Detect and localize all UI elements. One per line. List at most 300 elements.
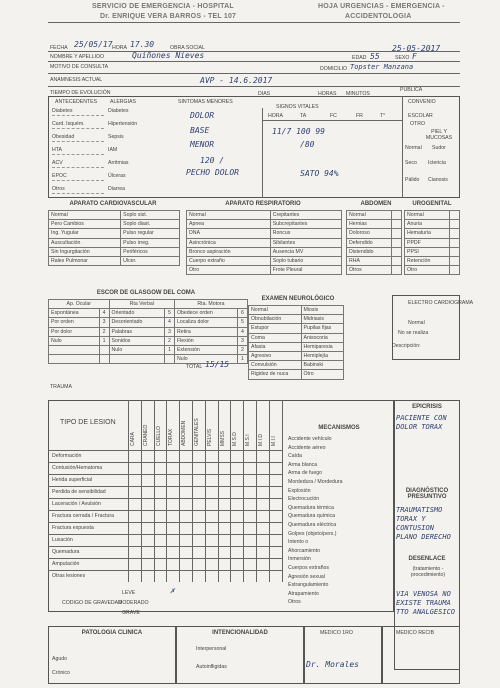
vitals-3: SATO 94% — [300, 169, 339, 178]
glasgow-cell: Sonidos — [109, 336, 164, 345]
neuro-cell: Afasia — [249, 342, 302, 351]
anamnesis-label: ANAMNESIS ACTUAL — [50, 77, 103, 83]
cardio-row — [49, 211, 180, 220]
glasgow-cell — [109, 355, 164, 364]
sintomas-label: SINTOMAS MENORES — [178, 99, 233, 105]
urogenital-title: UROGENITAL — [412, 201, 452, 207]
trauma-col-line — [218, 400, 219, 582]
cardio-cell: Periféricos — [121, 247, 180, 256]
respir-row — [187, 256, 342, 265]
domicilio-value: Topster Manzana — [350, 63, 414, 71]
antecedente-line — [52, 115, 104, 116]
escolar-label: ESCOLAR — [408, 113, 433, 119]
respir-row — [187, 229, 342, 238]
cardio-cell: Normal — [49, 211, 121, 220]
glasgow-cell — [164, 355, 174, 364]
abdomen-row — [347, 247, 402, 256]
motivo-label: MOTIVO DE CONSULTA — [50, 64, 109, 70]
respir-cell: DNA — [187, 229, 271, 238]
abdomen-box — [392, 247, 402, 256]
urogenital-cell: Otro — [405, 266, 450, 275]
ecg-no-realiza: No se realiza — [398, 330, 429, 336]
abdomen-row — [347, 229, 402, 238]
antecedentes-label: ANTECEDENTES — [55, 99, 98, 105]
piel-label: PIEL Y MUCOSAS — [425, 129, 453, 141]
sintoma-3: MENOR — [190, 140, 215, 149]
diagnostico-hw: TRAUMATISMO TORAX Y CONTUSION PLANO DERECHO — [396, 506, 451, 541]
respir-cell: Asincrónica — [187, 238, 271, 247]
patologia-cronico: Crónico — [52, 670, 70, 676]
mecanismo-item: Electrocución — [288, 496, 320, 503]
glasgow-cell: 2 — [164, 336, 174, 345]
neuro-cell: Hemiplejía — [301, 351, 343, 360]
neuro-cell: Babinski — [301, 361, 343, 370]
abdomen-box — [392, 266, 402, 275]
glasgow-cell: 1 — [238, 355, 248, 364]
neuro-cell: Otro — [301, 370, 343, 379]
neuro-cell: Hemiparesia — [301, 342, 343, 351]
cardio-cell: Pulso regular — [121, 229, 180, 238]
nombre-value: Quiñones Nieves — [132, 51, 205, 60]
antecedente-col2-item: Úlceras — [108, 173, 126, 179]
respir-cell: Cuerpo extraño — [187, 256, 271, 265]
neuro-title: EXAMEN NEUROLÓGICO — [261, 296, 335, 302]
respir-cell: Frote Pleural — [270, 266, 341, 275]
glasgow-cell: 1 — [99, 336, 109, 345]
trauma-row-label: Amputación — [52, 561, 80, 567]
piel-ictericia: Ictericia — [428, 160, 446, 166]
trauma-row-label: Fractura cerrada / Fractura — [52, 513, 114, 519]
antecedente-line — [52, 180, 104, 181]
antecedente-item: Diabetes — [52, 108, 73, 114]
urogenital-box — [450, 220, 460, 229]
fecha-right-value: 25-05-2017 — [392, 44, 441, 53]
mecanismo-item: Inmersión — [288, 556, 311, 563]
ecg-descripcion: Descripción: — [392, 343, 421, 349]
trauma-col-label: M.S.D — [232, 432, 239, 446]
fecha-value: 25/05/17 — [74, 40, 113, 49]
cardio-row — [49, 238, 180, 247]
hospital-subtitle: Dr. ENRIQUE VERA BARROS - TEL 107 — [100, 13, 237, 20]
urogenital-box — [450, 229, 460, 238]
glasgow-cell — [99, 345, 109, 354]
diagnostico-title: DIAGNÓSTICO PRESUNTIVO — [405, 488, 449, 500]
hospital-title: SERVICIO DE EMERGENCIA - HOSPITAL — [92, 3, 234, 10]
mecanismo-item: Quemadura química — [288, 513, 335, 520]
glasgow-cell: Palabras — [109, 327, 164, 336]
respir-table — [186, 210, 342, 275]
mecanismo-item: Estrangulamiento — [288, 582, 329, 589]
neuro-cell: Normal — [249, 306, 302, 315]
abdomen-box — [392, 211, 402, 220]
edad-value: 55 — [370, 52, 380, 61]
antecedente-item: Card. Isquém. — [52, 121, 85, 127]
medico-ingreso-label: MEDICO 1RO — [320, 630, 353, 636]
trauma-col-label: TORAX — [168, 428, 175, 446]
antecedente-line — [52, 167, 104, 168]
glasgow-table — [48, 299, 248, 364]
trauma-col-label: ABDOMEN — [181, 420, 188, 446]
epicrisis-title: EPICRISIS — [412, 404, 442, 410]
fc-label: FC — [330, 113, 337, 119]
obra-social-label: OBRA SOCIAL — [170, 45, 205, 51]
urogenital-cell: Hematuria — [405, 229, 450, 238]
abdomen-row — [347, 256, 402, 265]
urogenital-row — [405, 266, 460, 275]
neuro-cell: Coma — [249, 333, 302, 342]
neuro-row — [249, 324, 344, 333]
hora-label: HORA — [112, 45, 127, 51]
abdomen-cell: RHA — [347, 256, 392, 265]
cardio-cell: Soplo diast. — [121, 220, 180, 229]
respir-title: APARATO RESPIRATORIO — [225, 201, 301, 207]
urogenital-box — [450, 211, 460, 220]
cardio-cell: Ulcer. — [121, 256, 180, 265]
piel-seco: Seco — [405, 160, 417, 166]
mecanismo-item: Arma de fuego — [288, 470, 323, 477]
intencionalidad-autoinfligidas: Autoinfligidas — [196, 664, 227, 670]
abdomen-title: ABDOMEN — [360, 201, 392, 207]
trauma-col-label: M.I.D — [258, 434, 264, 446]
respir-cell: Ausencia MV — [270, 247, 341, 256]
cardio-cell: Pero Cambios — [49, 220, 121, 229]
antecedente-col2-item: IAM — [108, 147, 118, 153]
trauma-col-label: MMSS — [219, 431, 226, 446]
vitals-1: 11/7 100 99 — [272, 127, 325, 136]
glasgow-cell: 3 — [99, 318, 109, 327]
cardio-title: APARATO CARDIOVASCULAR — [69, 201, 157, 207]
trauma-row-label: Quemadura — [52, 549, 80, 555]
mecanismo-item: Atrapamiento — [288, 590, 319, 597]
sexo-value: F — [412, 52, 417, 61]
desenlace-hw: VIA VENOSA NO EXISTE TRAUMA TTO ANALGESICO — [396, 590, 456, 616]
mecanismo-item: Accidente aéreo — [288, 444, 326, 451]
piel-normal: Normal — [405, 145, 422, 151]
trauma-label: TRAUMA — [50, 384, 72, 390]
trauma-col-label: M.I.I — [270, 436, 277, 446]
respir-row — [187, 266, 342, 275]
cardio-cell: Rales Pulmonar — [49, 256, 121, 265]
glasgow-cell: 3 — [238, 336, 248, 345]
trauma-col-line — [192, 400, 193, 582]
anamnesis-value: AVP - 14.6.2017 — [200, 76, 273, 85]
desenlace-sub: (tratamiento - procedimiento) — [410, 566, 446, 578]
neuro-cell: Pupilas fijas — [301, 324, 343, 333]
abdomen-cell: Hernias — [347, 220, 392, 229]
respir-row — [187, 220, 342, 229]
glasgow-cell: Desorientado — [109, 318, 164, 327]
glasgow-col-header: Ap. Ocular — [49, 300, 110, 309]
gravedad-label: CODIGO DE GRAVEDAD — [62, 600, 122, 606]
glasgow-cell: Flexión — [174, 336, 237, 345]
mecanismo-item: Accidente vehículo — [288, 436, 332, 442]
glasgow-total-value: 15/15 — [205, 360, 230, 369]
patologia-agudo: Agudo — [52, 656, 68, 662]
sintoma-1: DOLOR — [190, 111, 215, 120]
antecedente-line — [52, 154, 104, 155]
urogenital-row — [405, 229, 460, 238]
respir-cell: Bronco aspiración — [187, 247, 271, 256]
mecanismo-item: Intento o — [288, 539, 309, 546]
trauma-row-line — [48, 558, 282, 559]
horas-label: HORAS — [318, 91, 337, 97]
mecanismo-item: Mordedura / Mordedura — [288, 479, 343, 485]
glasgow-cell: 5 — [238, 318, 248, 327]
patologia-title: PATOLOGIA CLINICA — [81, 630, 143, 636]
respir-cell: Crepitantes — [270, 211, 341, 220]
glasgow-cell: Extensión — [174, 345, 237, 354]
cardio-row — [49, 256, 180, 265]
antecedente-col2-item: Sepsis — [108, 134, 124, 140]
abdomen-table — [346, 210, 402, 275]
mecanismo-item: Caída — [288, 453, 302, 460]
trauma-row-label: Deformación — [52, 453, 82, 459]
form-title: HOJA URGENCIAS - EMERGENCIA - — [318, 3, 445, 10]
trauma-col-line — [230, 400, 231, 582]
glasgow-cell: 6 — [238, 309, 248, 318]
trauma-row-line — [48, 510, 282, 511]
neuro-row — [249, 342, 344, 351]
antecedente-line — [52, 193, 104, 194]
trauma-col-label: GENITALES — [194, 418, 200, 446]
abdomen-cell: Defendido — [347, 238, 392, 247]
glasgow-cell: Localiza dolor — [174, 318, 237, 327]
trauma-row-line — [48, 522, 282, 523]
trauma-row-line — [48, 486, 282, 487]
trauma-col-line — [154, 400, 155, 582]
glasgow-cell: Nulo — [109, 345, 164, 354]
trauma-col-line — [141, 400, 142, 582]
trauma-row-line — [48, 474, 282, 475]
respir-cell: Normal — [187, 211, 271, 220]
trauma-row-line — [48, 498, 282, 499]
respir-row — [187, 247, 342, 256]
glasgow-cell: 4 — [164, 318, 174, 327]
ecg-title: ELECTRO CARDIOGRAMA — [408, 300, 474, 306]
glasgow-row — [49, 336, 248, 345]
respir-cell: Roncus — [270, 229, 341, 238]
trauma-row-line — [48, 462, 282, 463]
urogenital-box — [450, 256, 460, 265]
trauma-col-line — [166, 400, 167, 582]
urogenital-row — [405, 220, 460, 229]
antecedente-col2-item: Diarrea — [108, 186, 126, 192]
trauma-row-label: Contusión/Hematoma — [52, 465, 103, 471]
glasgow-total-label: TOTAL — [186, 364, 203, 370]
antecedente-item: EPOC — [52, 173, 67, 179]
glasgow-row — [49, 309, 248, 318]
abdomen-box — [392, 238, 402, 247]
trauma-col-label: CARA — [130, 432, 136, 446]
abdomen-row — [347, 238, 402, 247]
trauma-col-line — [179, 400, 180, 582]
glasgow-cell: 2 — [238, 345, 248, 354]
hora-col-label: HORA — [268, 113, 283, 119]
abdomen-cell: Distendido — [347, 247, 392, 256]
cardio-table — [48, 210, 180, 266]
respir-cell: Soplo tubario — [270, 256, 341, 265]
trauma-col-line — [128, 400, 129, 582]
urogenital-box — [450, 238, 460, 247]
abdomen-box — [392, 220, 402, 229]
trauma-row-label: Perdida de sensibilidad — [52, 489, 106, 495]
urogenital-table — [404, 210, 460, 275]
desenlace-title: DESENLACE — [408, 556, 446, 562]
neuro-cell: Convulsión — [249, 361, 302, 370]
mecanismo-item: Quemadura eléctrica — [288, 522, 337, 528]
glasgow-cell: Espontánea — [49, 309, 100, 318]
neuro-cell: Obnubilación — [249, 315, 302, 324]
domicilio-label: DOMICILIO — [320, 66, 348, 72]
sintoma-2: BASE — [190, 126, 210, 135]
cardio-row — [49, 229, 180, 238]
neuro-cell: Estupor — [249, 324, 302, 333]
respir-row — [187, 211, 342, 220]
urogenital-box — [450, 247, 460, 256]
alergias-label: ALERGIAS — [110, 99, 136, 105]
sintoma-5: PECHO DOLOR — [186, 168, 239, 177]
glasgow-cell: Por dolor — [49, 327, 100, 336]
antecedente-item: Obesidad — [52, 134, 75, 140]
cardio-row — [49, 220, 180, 229]
urogenital-row — [405, 256, 460, 265]
sintoma-4: 120 / — [200, 156, 225, 165]
respir-cell: Otro — [187, 266, 271, 275]
glasgow-col-header: Rta. Motora — [174, 300, 247, 309]
glasgow-cell: 2 — [99, 327, 109, 336]
trauma-row-line — [48, 546, 282, 547]
trauma-col-end — [282, 400, 283, 582]
trauma-row-label: Laceración / Avulsión — [52, 501, 101, 507]
mecanismo-item: Quemadura térmica — [288, 504, 334, 511]
firma-hw: Dr. Morales — [306, 660, 359, 669]
mecanismos-title: MECANISMOS — [318, 425, 360, 431]
trauma-col-label: CRANEO — [142, 424, 149, 446]
glasgow-cell — [49, 355, 100, 364]
glasgow-cell: Por orden — [49, 318, 100, 327]
trauma-col-line — [205, 400, 206, 582]
glasgow-header — [49, 300, 248, 309]
urogenital-row — [405, 247, 460, 256]
urogenital-cell: Normal — [405, 211, 450, 220]
neuro-cell: Agresivo — [249, 351, 302, 360]
neuro-cell: Anisocoria — [301, 333, 343, 342]
cardio-cell: Ing. Yugular — [49, 229, 121, 238]
mecanismo-item: Arma blanca — [288, 461, 318, 468]
abdomen-row — [347, 220, 402, 229]
trauma-col-label: PELVIS — [206, 428, 213, 446]
fr-label: FR — [356, 113, 363, 119]
neuro-row — [249, 306, 344, 315]
epicrisis-hw: PACIENTE CON DOLOR TORAX — [396, 414, 447, 431]
antecedente-item: Otros — [52, 186, 65, 192]
urogenital-cell: Anuria — [405, 220, 450, 229]
mecanismo-item: Cuerpos extraños — [288, 565, 329, 571]
glasgow-cell: Orientado — [109, 309, 164, 318]
ecg-normal: Normal — [408, 320, 425, 326]
glasgow-cell — [49, 345, 100, 354]
urogenital-cell: PPDF — [405, 238, 450, 247]
antecedente-item: HTA — [52, 147, 62, 153]
abdomen-cell: Otros — [347, 266, 392, 275]
abdomen-cell: Doloroso — [347, 229, 392, 238]
trauma-col-line — [256, 400, 257, 582]
piel-cianosis: Cianosis — [428, 177, 448, 183]
dias-label: DIAS — [258, 91, 271, 97]
antecedente-col2-item: Diabetes — [108, 108, 129, 114]
urogenital-box — [450, 266, 460, 275]
trauma-col-label: CUELLO — [155, 425, 162, 446]
ta-label: TA — [300, 113, 307, 119]
antecedente-col2-item: Arritmias — [108, 160, 129, 166]
tiempo-label: TIEMPO DE EVOLUCIÓN — [50, 90, 111, 96]
antecedente-col2-item: Hipertensión — [108, 121, 138, 127]
mecanismo-item: Otros — [288, 599, 301, 606]
glasgow-col-header: Rta Verbal — [109, 300, 174, 309]
gravedad-grave: GRAVE — [122, 610, 140, 616]
trauma-row-label: Luxación — [52, 537, 73, 543]
cardio-row — [49, 247, 180, 256]
neuro-cell: Miosis — [301, 306, 343, 315]
cardio-cell: Pulso irreg. — [121, 238, 180, 247]
medico-recibe-label: MEDICO RECIB — [396, 630, 435, 636]
glasgow-cell: 4 — [238, 327, 248, 336]
signos-label: SIGNOS VITALES — [276, 104, 319, 110]
t-label: T° — [380, 113, 386, 119]
cardio-cell: Sin Ingurgitación — [49, 247, 121, 256]
conveniencia-label: CONVENIO — [408, 99, 436, 105]
urogenital-cell: Retención — [405, 256, 450, 265]
abdomen-row — [347, 211, 402, 220]
glasgow-row — [49, 345, 248, 354]
trauma-row-label: Herida superficial — [52, 477, 93, 483]
antecedente-line — [52, 141, 104, 142]
glasgow-cell: Nulo — [174, 355, 237, 364]
glasgow-row — [49, 318, 248, 327]
glasgow-cell: 1 — [164, 345, 174, 354]
fecha-label: FECHA — [50, 45, 68, 51]
glasgow-title: ESCOR DE GLASGOW DEL COMA — [96, 290, 196, 296]
urogenital-cell: PPSI — [405, 247, 450, 256]
neuro-row — [249, 315, 344, 324]
intencionalidad-interpersonal: Interpersonal — [196, 646, 227, 652]
cardio-cell: Auscultación — [49, 238, 121, 247]
abdomen-box — [392, 256, 402, 265]
glasgow-cell: 3 — [164, 327, 174, 336]
vitals-2: /80 — [300, 140, 315, 149]
intencionalidad-title: INTENCIONALIDAD — [212, 630, 268, 636]
urogenital-row — [405, 211, 460, 220]
neuro-cell: Rigidez de nuca — [249, 370, 302, 379]
respir-cell: Sibilantes — [270, 238, 341, 247]
respir-cell: Subcrepitantes — [270, 220, 341, 229]
otro-label: OTRO — [410, 121, 425, 127]
neuro-row — [249, 370, 344, 379]
glasgow-cell: Obedece orden — [174, 309, 237, 318]
respir-cell: Apnea — [187, 220, 271, 229]
abdomen-row — [347, 266, 402, 275]
trauma-col-label: M.S.I — [245, 434, 252, 446]
nombre-label: NOMBRE Y APELLIDO — [50, 54, 105, 60]
edad-label: EDAD — [352, 55, 367, 61]
glasgow-cell: Retira — [174, 327, 237, 336]
gravedad-leve: LEVE — [122, 590, 136, 596]
sexo-label: SEXO — [395, 55, 410, 61]
trauma-row-label: Fractura expuesta — [52, 525, 94, 531]
piel-sudor: Sudor — [432, 145, 446, 151]
mecanismo-item: Ahorcamiento — [288, 547, 321, 554]
neuro-cell: Midriasis — [301, 315, 343, 324]
